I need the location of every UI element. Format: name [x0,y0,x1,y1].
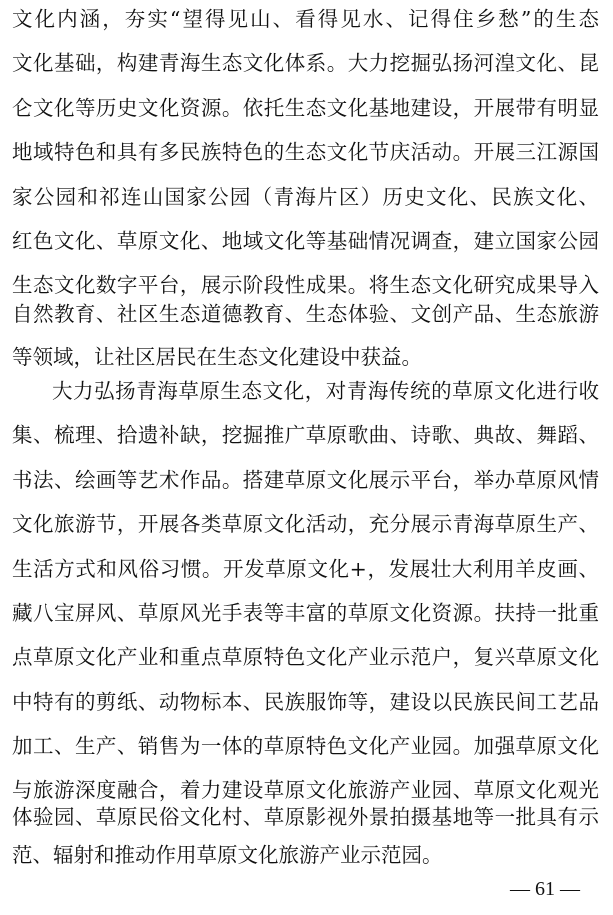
paragraph-line: 等领域，让社区居民在生态文化建设中获益。 [12,345,422,369]
paragraph-line: 生活方式和风俗习惯。开发草原文化+，发展壮大利用羊皮画、 [12,557,599,581]
paragraph-line: 大力弘扬青海草原生态文化，对青海传统的草原文化进行收 [52,379,599,403]
paragraph-line: 文化内涵，夯实“望得见山、看得见水、记得住乡愁”的生态 [12,7,599,31]
paragraph-line: 加工、生产、销售为一体的草原特色文化产业园。加强草原文化 [12,734,599,758]
paragraph-line: 藏八宝屏风、草原风光手表等丰富的草原文化资源。扶持一批重 [12,601,599,625]
paragraph-line: 自然教育、社区生态道德教育、生态体验、文创产品、生态旅游 [12,302,599,326]
page-number: — 61 — [510,878,580,900]
paragraph-line: 家公园和祁连山国家公园（青海片区）历史文化、民族文化、 [12,185,599,209]
paragraph-line: 仑文化等历史文化资源。依托生态文化基地建设，开展带有明显 [12,96,599,120]
paragraph-line: 集、梳理、拾遗补缺，挖掘推广草原歌曲、诗歌、典故、舞蹈、 [12,423,599,447]
paragraph-line: 书法、绘画等艺术作品。搭建草原文化展示平台，举办草原风情 [12,468,599,492]
paragraph-line: 文化旅游节，开展各类草原文化活动，充分展示青海草原生产、 [12,512,599,536]
paragraph-line: 地域特色和具有多民族特色的生态文化节庆活动。开展三江源国 [12,140,599,164]
paragraph-line: 文化基础，构建青海生态文化体系。大力挖掘弘扬河湟文化、昆 [12,51,599,75]
paragraph-line: 点草原文化产业和重点草原特色文化产业示范户，复兴草原文化 [12,645,599,669]
paragraph-line: 范、辐射和推动作用草原文化旅游产业示范园。 [12,843,443,867]
paragraph-line: 中特有的剪纸、动物标本、民族服饰等，建设以民族民间工艺品 [12,690,599,714]
paragraph-line: 体验园、草原民俗文化村、草原影视外景拍摄基地等一批具有示 [12,805,599,829]
paragraph-line: 与旅游深度融合，着力建设草原文化旅游产业园、草原文化观光 [12,778,599,802]
paragraph-line: 生态文化数字平台，展示阶段性成果。将生态文化研究成果导入 [12,273,599,297]
paragraph-line: 红色文化、草原文化、地域文化等基础情况调查，建立国家公园 [12,229,599,253]
